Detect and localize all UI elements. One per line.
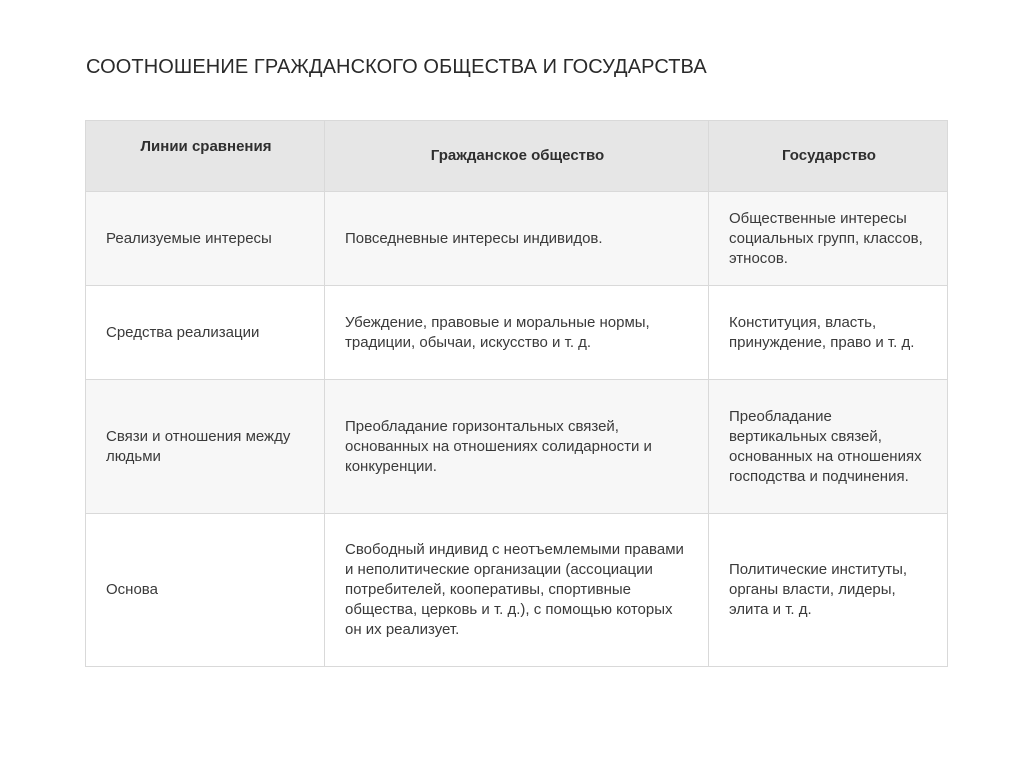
cell-civil-society: Повседневные интересы индивидов. [324,192,708,286]
table-row [86,380,948,514]
comparison-table [85,120,948,667]
header-state: Государство [708,121,947,192]
page-title: СООТНОШЕНИЕ ГРАЖДАНСКОГО ОБЩЕСТВА И ГОСУДАРСТВА [86,56,707,78]
cell-comparison-line: Реализуемые интересы [86,192,325,286]
cell-state: Конституция, власть, принуждение, право и т. д. [708,286,947,380]
cell-civil-society: Убеждение, правовые и моральные нормы, традиции, обычаи, искусство и т. д. [324,286,708,380]
table-header-row [86,121,948,192]
cell-state: Преобладание вертикальных связей, основанных на отношениях господства и подчинения. [708,380,947,514]
table-row [86,514,948,667]
cell-civil-society: Свободный индивид с неотъемлемыми правами и неполитические организации (ассоциации потребителей, кооперативы, спортивные общества, церковь и т. д.), с помощью которых он их реализует. [324,514,708,667]
cell-civil-society: Преобладание горизонтальных связей, основанных на отношениях солидарности и конкуренции. [324,380,708,514]
table-row [86,286,948,380]
cell-comparison-line: Основа [86,514,325,667]
header-comparison-lines: Линии сравнения [86,121,325,192]
cell-state: Политические институты, органы власти, лидеры, элита и т. д. [708,514,947,667]
cell-comparison-line: Средства реализации [86,286,325,380]
cell-state: Общественные интересы социальных групп, классов, этносов. [708,192,947,286]
table-row [86,192,948,286]
header-civil-society: Гражданское общество [324,121,708,192]
cell-comparison-line: Связи и отношения между людьми [86,380,325,514]
